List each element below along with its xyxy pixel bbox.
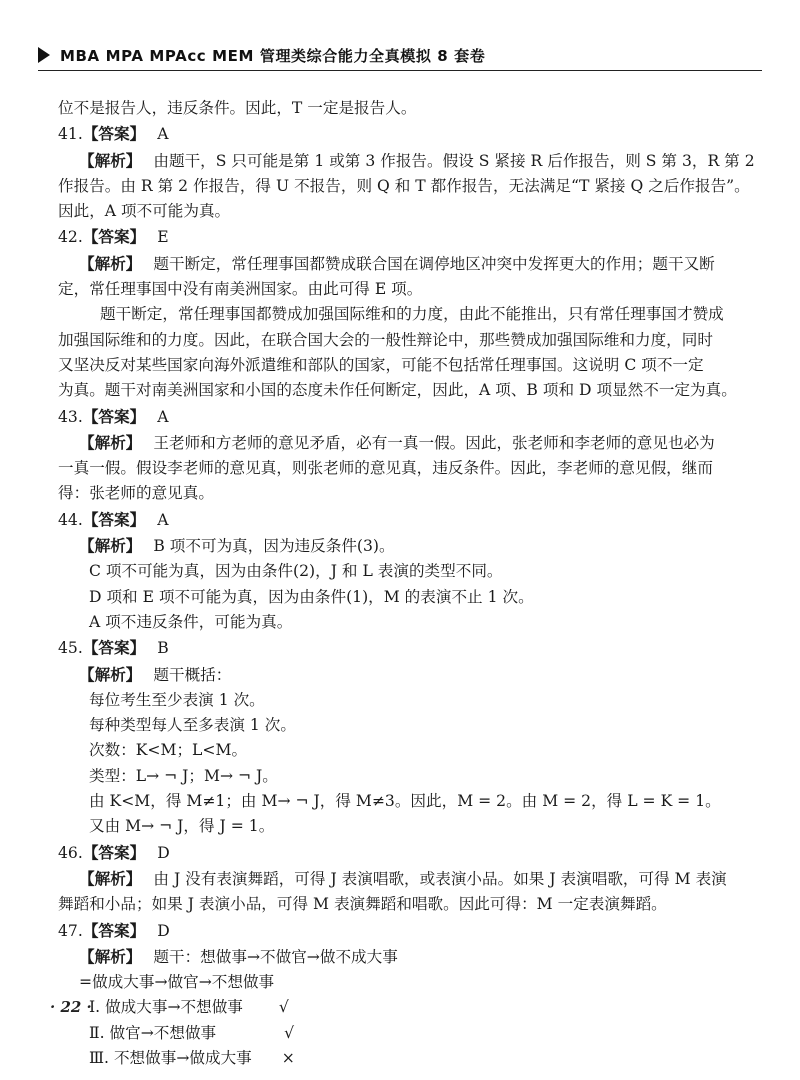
option-text: Ⅲ. 不想做事→做成大事: [89, 1048, 252, 1067]
option-row-2: [58, 1021, 748, 1046]
check-mark-icon: √: [284, 1023, 295, 1042]
analysis-label: 【解析】: [79, 664, 142, 684]
analysis-text: 定，常任理事国中没有南美洲国家。由此可得 E 项。: [58, 280, 423, 299]
analysis-text: 题干断定，常任理事国都赞成加强国际维和的力度，由此不能推出，只有常任理事国才赞成: [100, 305, 724, 324]
analysis-text: 加强国际维和的力度。因此，在联合国大会的一般性辩论中，那些赞成加强国际维和力度，同时: [58, 330, 713, 349]
option-row-1: [58, 995, 748, 1020]
question-number: 43.: [58, 407, 83, 426]
question-number: 41.: [58, 125, 83, 144]
answer-label: 【答案】: [82, 509, 146, 529]
option-row-3: [58, 1046, 748, 1071]
answer-line-42: [58, 224, 748, 250]
analysis-text: 王老师和方老师的意见矛盾，必有一真一假。因此，张老师和李老师的意见也必为: [153, 433, 715, 452]
analysis-text: 又由 M→ ¬ J，得 J = 1。: [89, 817, 275, 836]
question-number: 42.: [58, 228, 83, 247]
analysis-line: [58, 662, 748, 688]
analysis-text: 由 J 没有表演舞蹈，可得 J 表演唱歌，或表演小品。如果 J 表演唱歌，可得 M 表演: [153, 869, 727, 888]
analysis-text: 由 K<M，得 M≠1；由 M→ ¬ J，得 M≠3。因此，M = 2。由 M = 2，得 L = K = 1。: [89, 792, 721, 811]
analysis-text: 每种类型每人至多表演 1 次。: [89, 716, 296, 735]
analysis-text: 题干断定，常任理事国都赞成联合国在调停地区冲突中发挥更大的作用；题干又断: [153, 254, 715, 273]
answer-line-41: [58, 121, 748, 147]
analysis-text: 一真一假。假设李老师的意见真，则张老师的意见真，违反条件。因此，李老师的意见假，继而: [58, 459, 713, 478]
analysis-text: 又坚决反对某些国家向海外派遣维和部队的国家，可能不包括常任理事国。这说明 C 项不一定: [58, 355, 704, 374]
answer-line-45: [58, 635, 748, 661]
analysis-label: 【解析】: [79, 253, 142, 273]
answer-label: 【答案】: [82, 920, 146, 940]
analysis-text: =做成大事→做官→不想做事: [79, 973, 275, 992]
analysis-text: 题干：想做事→不做官→做不成大事: [153, 947, 398, 966]
analysis-text: 由题干，S 只可能是第 1 或第 3 作报告。假设 S 紧接 R 后作报告，则 S 第 3，R 第 2: [153, 151, 755, 170]
answer-label: 【答案】: [82, 842, 146, 862]
analysis-text: C 项不可能为真，因为由条件(2)，J 和 L 表演的类型不同。: [89, 562, 503, 581]
answer-line-46: [58, 840, 748, 866]
question-number: 47.: [58, 921, 83, 940]
paragraph: 位不是报告人，违反条件。因此，T 一定是报告人。: [58, 99, 417, 117]
analysis-line: [58, 148, 755, 174]
analysis-text: 每位考生至少表演 1 次。: [89, 690, 265, 709]
answer-line-47: [58, 918, 748, 944]
analysis-label: 【解析】: [79, 536, 142, 556]
answer-line-44: [58, 507, 748, 533]
analysis-line: [58, 533, 748, 559]
analysis-text: 次数：K<M；L<M。: [89, 741, 248, 760]
question-number: 46.: [58, 843, 83, 862]
analysis-label: 【解析】: [79, 868, 142, 888]
answer-value: D: [157, 921, 170, 940]
analysis-label: 【解析】: [79, 150, 142, 170]
analysis-text: 类型：L→ ¬ J；M→ ¬ J。: [89, 766, 278, 785]
answer-value: D: [157, 843, 170, 862]
answer-value: A: [157, 510, 169, 529]
page-header: [38, 44, 762, 71]
triangle-marker-icon: [38, 47, 50, 63]
answer-line-43: [58, 404, 748, 430]
answer-value: B: [157, 639, 169, 658]
option-text: Ⅱ. 做官→不想做事: [89, 1023, 217, 1042]
analysis-text: 因此，A 项不可能为真。: [58, 202, 231, 221]
analysis-line: [58, 251, 748, 277]
question-number: 44.: [58, 510, 83, 529]
analysis-label: 【解析】: [79, 946, 142, 966]
header-title: MBA MPA MPAcc MEM 管理类综合能力全真模拟 8 套卷: [60, 47, 486, 65]
analysis-text: 题干概括：: [153, 665, 232, 684]
answer-label: 【答案】: [82, 638, 146, 658]
analysis-line: [58, 866, 748, 892]
analysis-text: 得：张老师的意见真。: [58, 484, 214, 503]
analysis-text: B 项不可为真，因为违反条件(3)。: [153, 537, 395, 556]
check-mark-icon: √: [278, 998, 289, 1017]
page-number: · 22 ·: [50, 998, 92, 1016]
page-content: [58, 96, 755, 1071]
cross-mark-icon: ×: [281, 1048, 295, 1067]
analysis-text: D 项和 E 项不可能为真，因为由条件(1)，M 的表演不止 1 次。: [89, 587, 534, 606]
analysis-text: 作报告。由 R 第 2 作报告，得 U 不报告，则 Q 和 T 都作报告，无法满足“T 紧接 Q 之后作报告”。: [58, 176, 750, 195]
analysis-text: 舞蹈和小品；如果 J 表演小品，可得 M 表演舞蹈和唱歌。因此可得：M 一定表演舞蹈。: [58, 895, 667, 914]
question-number: 45.: [58, 639, 83, 658]
answer-label: 【答案】: [82, 227, 146, 247]
answer-label: 【答案】: [82, 124, 146, 144]
analysis-text: 为真。题干对南美洲国家和小国的态度未作任何断定，因此，A 项、B 项和 D 项显然不一定为真。: [58, 381, 737, 400]
analysis-line: [58, 944, 748, 970]
analysis-text: A 项不违反条件，可能为真。: [89, 612, 293, 631]
answer-value: E: [157, 228, 169, 247]
answer-value: A: [157, 407, 169, 426]
analysis-label: 【解析】: [79, 432, 142, 452]
answer-label: 【答案】: [82, 406, 146, 426]
analysis-line: [58, 430, 748, 456]
answer-value: A: [157, 125, 169, 144]
option-text: Ⅰ. 做成大事→不想做事: [89, 998, 243, 1017]
